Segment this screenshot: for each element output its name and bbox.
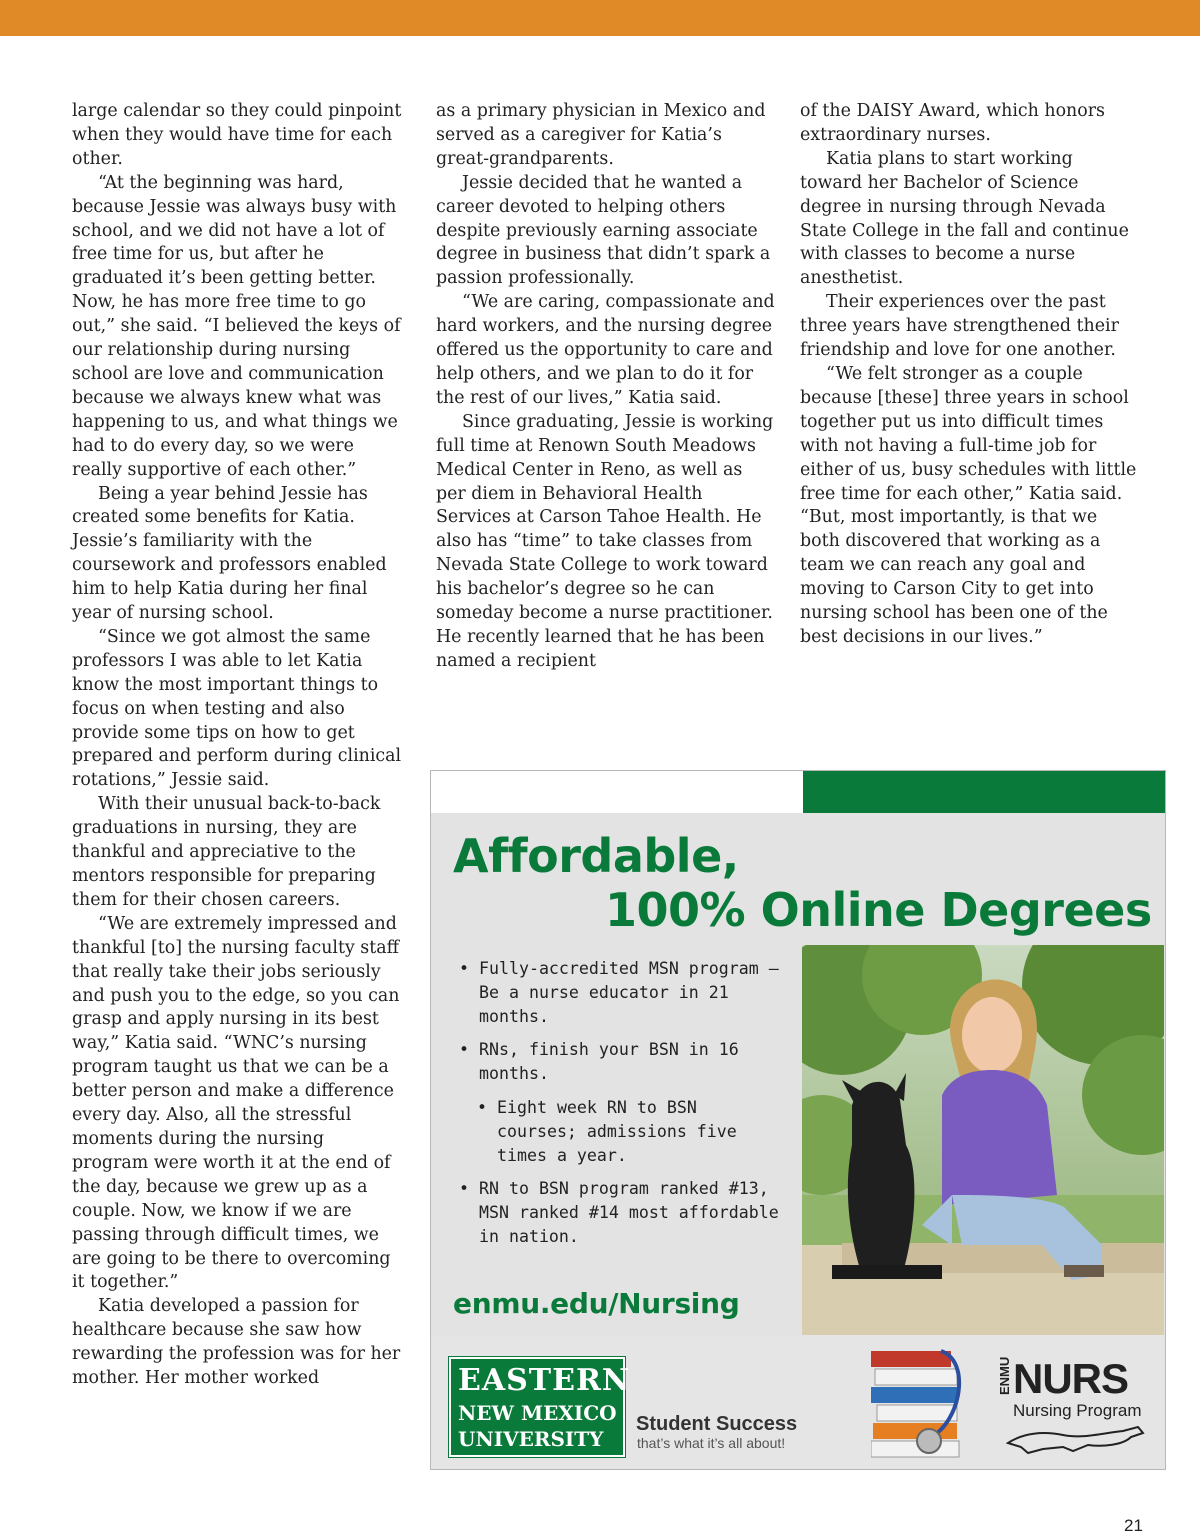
student-with-dog-statue-photo: [802, 945, 1164, 1335]
logo-line-university: UNIVERSITY: [458, 1427, 604, 1451]
enmu-advertisement: [430, 770, 1166, 1470]
article-paragraph: Since graduating, Jessie is working full time at Renown South Meadows Medical Center in Reno, as well as per diem in Behavioral Health Services at Carson Tahoe Health. He also has “time” to take classes from Nevada State College to work toward his bachelor’s degree so he can someday become a nurse practitioner. He recently learned that he has been named a recipient: [436, 411, 774, 671]
ad-top-green-band: [803, 771, 1165, 813]
ad-bullet-text: RNs, finish your BSN in 16 months.: [479, 1040, 739, 1084]
bullet-dot-icon: •: [459, 959, 469, 978]
article-paragraph: Their experiences over the past three years have strengthened their friendship and love for one another.: [800, 292, 1119, 361]
article-paragraph: Being a year behind Jessie has created some benefits for Katia. Jessie’s familiarity with the coursework and professors enabled him to help Katia during her final year of nursing school.: [72, 483, 387, 624]
article-paragraph: as a primary physician in Mexico and served as a caregiver for Katia’s great-grandparents.: [436, 101, 766, 169]
ad-website-link[interactable]: enmu.edu/Nursing: [453, 1287, 740, 1320]
nurs-side-label: ENMU: [997, 1356, 1012, 1395]
greyhound-icon: [1003, 1425, 1153, 1455]
article-column-3: [800, 100, 1140, 650]
ad-footer-band: [431, 1335, 1165, 1469]
enmu-logo: [449, 1357, 631, 1457]
article-column-1: [72, 100, 402, 1391]
ad-bullet-item: [459, 1038, 779, 1086]
ad-bullet-list: [459, 957, 779, 1259]
article-paragraph: Katia developed a passion for healthcare because she saw how rewarding the profession was for her mother. Her mother worked: [72, 1296, 401, 1389]
bullet-dot-icon: •: [477, 1097, 487, 1117]
ad-bullet-item: [477, 1096, 779, 1167]
article-paragraph: “We are extremely impressed and thankful [to] the nursing faculty staff that really take their jobs seriously and push you to the edge, so you can grasp and apply nursing in its best way,” Katia said. “WNC’s nursing program taught us that we can be a better person and make a difference every day. Also, all the stressful moments during the nursing program were worth it at the end of the day, because we grew up as a couple. Now, we know if we are passing through difficult times, we are going to be there to overcoming it together.”: [72, 913, 400, 1293]
nursing-program-label: Nursing Program: [1013, 1401, 1142, 1420]
logo-line-new-mexico: NEW MEXICO: [458, 1401, 617, 1425]
article-paragraph: “Since we got almost the same professors I was able to let Katia know the most important things to focus on when testing and also provide some tips on how to get prepared and perform during clinical rotations,” Jessie said.: [72, 626, 402, 791]
bullet-dot-icon: •: [459, 1040, 469, 1060]
logo-line-eastern: EASTERN: [458, 1363, 631, 1398]
article-paragraph: Katia plans to start working toward her Bachelor of Science degree in nursing through Nevada State College in the fall and continue with classes to become a nurse anesthetist.: [800, 148, 1129, 289]
article-paragraph: “We are caring, compassionate and hard workers, and the nursing degree offered us the opportunity to care and help others, and we plan to do it for the rest of our lives,” Katia said.: [436, 292, 775, 408]
ad-headline-online-degrees: 100% Online Degrees: [605, 883, 1152, 937]
ad-headline-affordable: Affordable,: [453, 829, 739, 883]
article-paragraph: of the DAISY Award, which honors extraordinary nurses.: [800, 101, 1105, 145]
page-number: 21: [1124, 1516, 1143, 1535]
student-success-title: Student Success: [636, 1413, 798, 1435]
ad-bullet-text: Eight week RN to BSN courses; admissions five times a year.: [497, 1097, 737, 1165]
article-paragraph: “We felt stronger as a couple because [these] three years in school together put us into difficult times with not having a full-time job for either of us, busy schedules with little free time for each other,” Katia said. “But, most importantly, is that we both discovered that working as a team we can reach any goal and moving to Carson City to get into nursing school has been one of the best decisions in our lives.”: [800, 363, 1137, 647]
bullet-dot-icon: •: [459, 1179, 469, 1199]
ad-bullet-text: Fully-accredited MSN program – Be a nurse educator in 21 months.: [479, 959, 779, 1026]
ad-bullet-item: [459, 1177, 779, 1248]
top-accent-bar: [0, 0, 1200, 36]
ad-bullet-text: RN to BSN program ranked #13, MSN ranked #14 most affordable in nation.: [479, 1179, 779, 1246]
student-success-subtitle: that’s what it’s all about!: [637, 1435, 786, 1451]
article-column-2: [436, 100, 776, 674]
nurs-logo-text: NURS: [1013, 1355, 1129, 1402]
article-paragraph: large calendar so they could pinpoint when they would have time for each other.: [72, 101, 402, 169]
ad-top-white-band: [431, 771, 803, 813]
article-paragraph: With their unusual back-to-back graduations in nursing, they are thankful and appreciative to the mentors responsible for preparing them for their chosen careers.: [72, 794, 381, 910]
article-paragraph: Jessie decided that he wanted a career devoted to helping others despite previously earning associate degree in business that didn’t spark a passion professionally.: [436, 172, 771, 289]
books-stethoscope-icon: [871, 1341, 981, 1465]
article-paragraph: “At the beginning was hard, because Jessie was always busy with school, and we did not have a lot of free time for us, but after he graduated it’s been getting better. Now, he has more free time to go out,” she said. “I believed the keys of our relationship during nursing school are love and communication because we always knew what was happening to us, and what things we had to do every day, so we were really supportive of each other.”: [72, 172, 401, 480]
ad-bullet-item: [459, 957, 779, 1028]
